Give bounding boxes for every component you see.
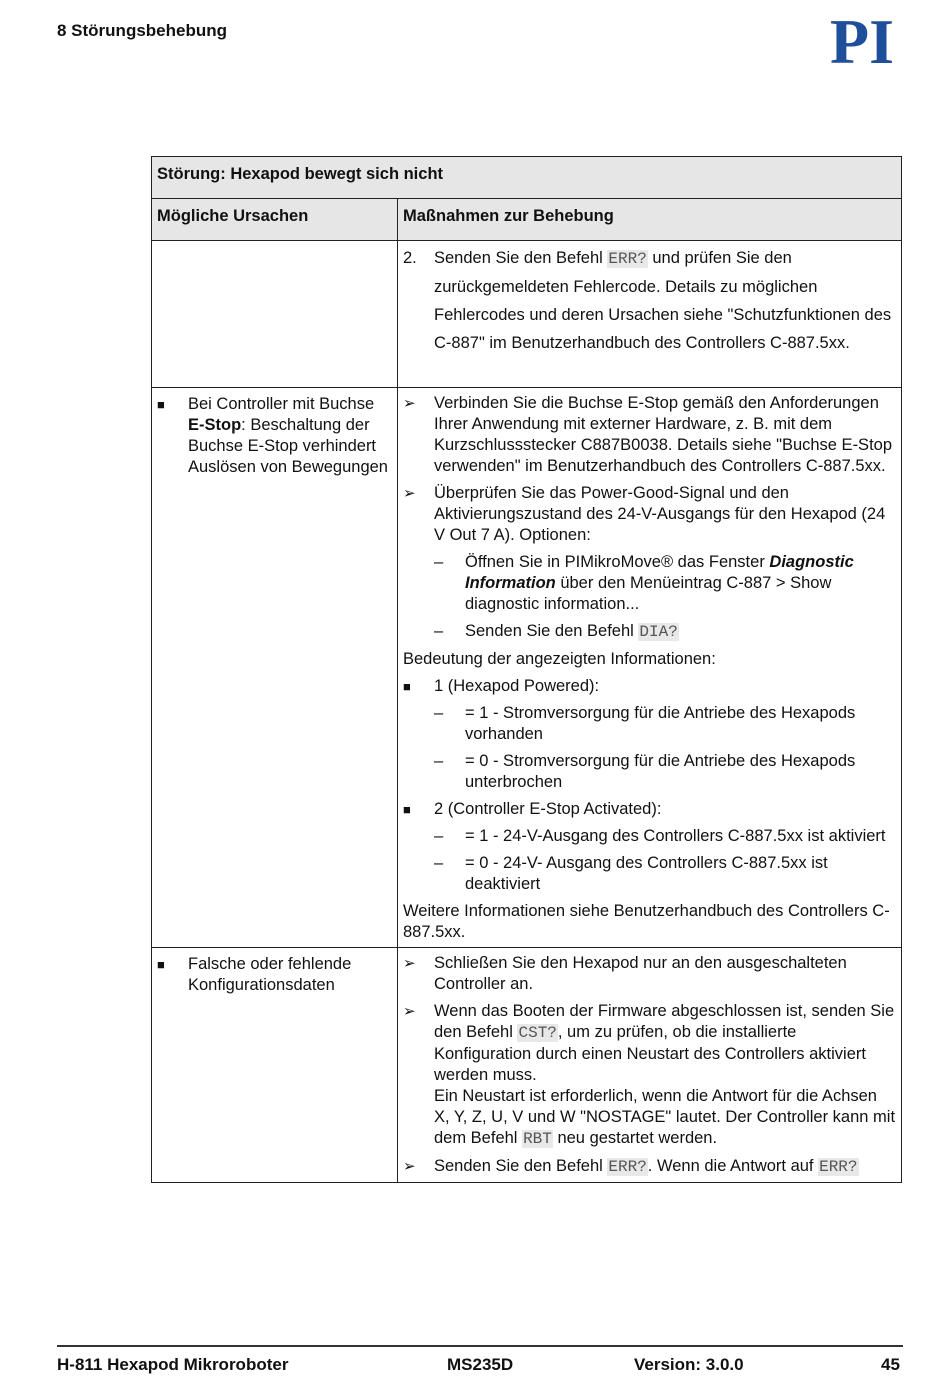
page-number: 45 (881, 1355, 900, 1374)
numbered-step (403, 244, 896, 357)
meaning-heading: Bedeutung der angezeigten Informationen: (403, 650, 716, 668)
arrow-bullet-icon: ➢ (403, 485, 416, 502)
dash-bullet-icon: – (434, 704, 444, 722)
command-err: ERR? (819, 1158, 858, 1176)
column-header-measures: Maßnahmen zur Behebung (398, 199, 902, 241)
arrow-bullet-icon: ➢ (403, 395, 416, 412)
arrow-bullet-icon: ➢ (403, 1158, 416, 1175)
info-value: = 1 - 24-V-Ausgang des Controllers C-887.5xx ist aktiviert (465, 827, 886, 845)
cause-cell (152, 388, 398, 948)
command-err: ERR? (608, 1158, 647, 1176)
column-header-causes: Mögliche Ursachen (152, 199, 398, 241)
table-row (152, 388, 902, 948)
chapter-title: 8 Störungsbehebung (57, 21, 227, 40)
table-title: Störung: Hexapod bewegt sich nicht (152, 157, 902, 199)
command-cst: CST? (518, 1024, 557, 1042)
measure-text: Wenn das Booten der Firmware abgeschlossen ist, senden Sie den Befehl CST?, um zu prüfen, ob die installierte Konfiguration durch einen Neustart des Controllers aktiviert werden muss. Ein Neustart ist erforderlich, wenn die Antwort für die Achsen X, Y, Z, U, V und W "NOSTAGE" lautet. Der Controller kann mit dem Befehl RBT neu gestartet werden. (434, 1002, 896, 1148)
pi-logo (808, 13, 916, 69)
info-value: = 1 - Stromversorgung für die Antriebe des Hexapods vorhanden (465, 704, 856, 743)
dash-bullet-icon: – (434, 827, 444, 845)
measure-text: Überprüfen Sie das Power-Good-Signal und den Aktivierungszustand des 24-V-Ausgangs für den Hexapod (24 V Out 7 A). Optionen: (434, 484, 886, 544)
dash-bullet-icon: – (434, 752, 444, 770)
command-dia: DIA? (639, 623, 678, 641)
cause-cell-empty (152, 241, 398, 388)
troubleshooting-table (151, 156, 902, 1183)
square-bullet-icon: ■ (157, 957, 165, 972)
info-value: = 0 - Stromversorgung für die Antriebe des Hexapods unterbrochen (465, 752, 856, 791)
table-row (152, 948, 902, 1183)
option-text: Senden Sie den Befehl DIA? (465, 622, 678, 641)
dash-bullet-icon: – (434, 553, 444, 571)
square-bullet-icon: ■ (403, 679, 411, 694)
measure-cell (398, 388, 902, 948)
dash-bullet-icon: – (434, 854, 444, 872)
option-text: Öffnen Sie in PIMikroMove® das Fenster Diagnostic Information über den Menüeintrag C-887 > Show diagnostic information... (465, 553, 854, 613)
measure-text: Senden Sie den Befehl ERR?. Wenn die Antwort auf ERR? (434, 1157, 858, 1176)
further-info: Weitere Informationen siehe Benutzerhandbuch des Controllers C-887.5xx. (403, 902, 890, 941)
table-row (152, 241, 902, 388)
logo-text: PI (830, 13, 894, 69)
info-item: 2 (Controller E-Stop Activated): (434, 800, 662, 818)
info-value: = 0 - 24-V- Ausgang des Controllers C-887.5xx ist deaktiviert (465, 854, 828, 893)
measure-text: Schließen Sie den Hexapod nur an den ausgeschalteten Controller an. (434, 954, 847, 993)
cause-text: Bei Controller mit Buchse E-Stop: Beschaltung der Buchse E-Stop verhindert Auslösen von Bewegungen (188, 395, 388, 476)
footer-document-id: MS235D (447, 1355, 514, 1374)
arrow-bullet-icon: ➢ (403, 1003, 416, 1020)
measure-cell (398, 948, 902, 1183)
square-bullet-icon: ■ (403, 802, 411, 817)
footer-divider (57, 1345, 903, 1347)
command-err: ERR? (608, 250, 647, 268)
cause-cell (152, 948, 398, 1183)
footer-product: H-811 Hexapod Mikroroboter (57, 1355, 289, 1374)
info-item: 1 (Hexapod Powered): (434, 677, 600, 695)
step-number: 2. (403, 249, 417, 267)
arrow-bullet-icon: ➢ (403, 955, 416, 972)
footer-version: Version: 3.0.0 (634, 1355, 744, 1374)
step-text: Senden Sie den Befehl ERR? und prüfen Sie den zurückgemeldeten Fehlercode. Details zu möglichen Fehlercodes und deren Ursachen siehe "Schutzfunktionen des C-887" im Benutzerhandbuch des Controllers C-887.5xx. (434, 249, 892, 352)
square-bullet-icon: ■ (157, 397, 165, 412)
dash-bullet-icon: – (434, 622, 444, 640)
command-rbt: RBT (523, 1130, 552, 1148)
measure-text: Verbinden Sie die Buchse E-Stop gemäß den Anforderungen Ihrer Anwendung mit externer Hardware, z. B. mit dem Kurzschlussstecker C887B0038. Details siehe "Buchse E-Stop verwenden" im Benutzerhandbuch des Controllers C-887.5xx. (434, 394, 893, 475)
cause-text: Falsche oder fehlende Konfigurationsdaten (188, 955, 352, 994)
measure-cell (398, 241, 902, 388)
